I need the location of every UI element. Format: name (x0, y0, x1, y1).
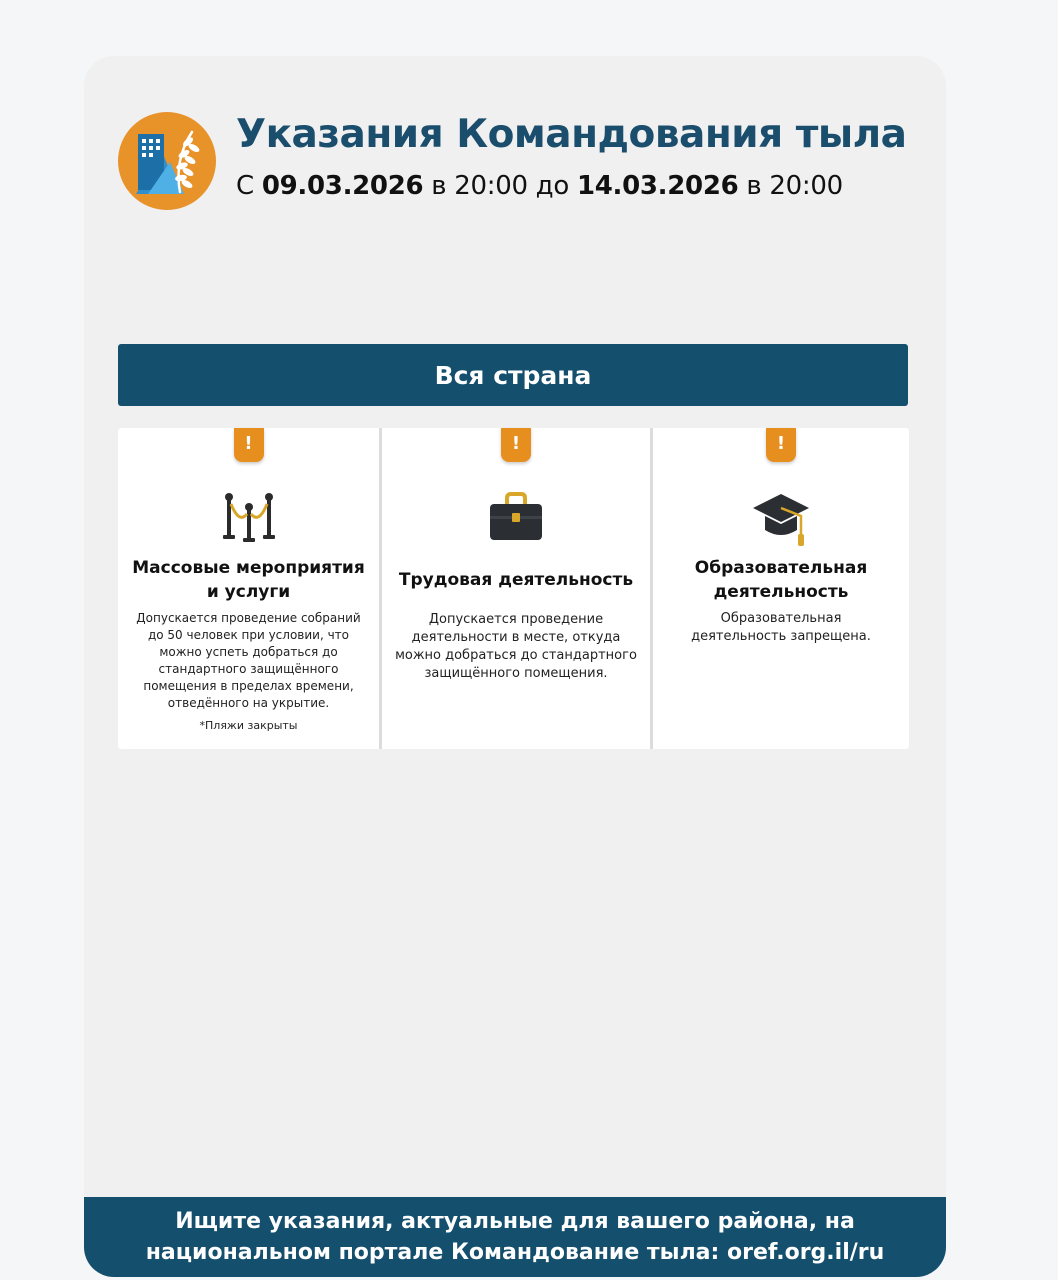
panel-work (382, 428, 650, 749)
panel-text: Допускается проведение деятельности в месте, откуда можно добраться до стандартного защищённого помещения. (395, 612, 637, 681)
graduation-cap-icon (751, 492, 811, 548)
panel-title: Образовательная деятельность (694, 558, 868, 602)
date-prefix: С (236, 171, 254, 201)
alert-badge: ! (234, 428, 264, 462)
footer-text: Ищите указания, актуальные для вашего района, на национальном портале Командование тыла: oref.org.il/ru (145, 1209, 885, 1265)
panel-title: Трудовая деятельность (398, 570, 634, 590)
guidelines-card (84, 56, 946, 1277)
alert-badge: ! (501, 428, 531, 462)
panel-title: Массовые мероприятия и услуги (132, 558, 365, 602)
stanchion-icon (221, 492, 277, 544)
page-title: Указания Командования тыла (236, 112, 907, 157)
home-front-command-logo (118, 112, 216, 210)
end-time: в 20:00 (746, 171, 843, 201)
region-header: Вся страна (118, 344, 908, 406)
date-mid: до (535, 171, 569, 201)
briefcase-icon (488, 492, 544, 542)
end-date: 14.03.2026 (576, 171, 739, 201)
panel-note: *Пляжи закрыты (199, 719, 298, 732)
panel-text: Образовательная деятельность запрещена. (691, 611, 871, 644)
alert-badge: ! (766, 428, 796, 462)
panel-text: Допускается проведение собраний до 50 человек при условии, что можно успеть добраться до стандартного защищённого помещения в пределах времени, отведённого на укрытие. (136, 611, 361, 710)
start-time: в 20:00 (431, 171, 528, 201)
panel-mass-events (118, 428, 379, 749)
instruction-panels (118, 428, 909, 749)
validity-period (236, 171, 843, 201)
footer-banner (84, 1197, 946, 1277)
panel-education (653, 428, 909, 749)
header (118, 112, 938, 212)
start-date: 09.03.2026 (261, 171, 424, 201)
